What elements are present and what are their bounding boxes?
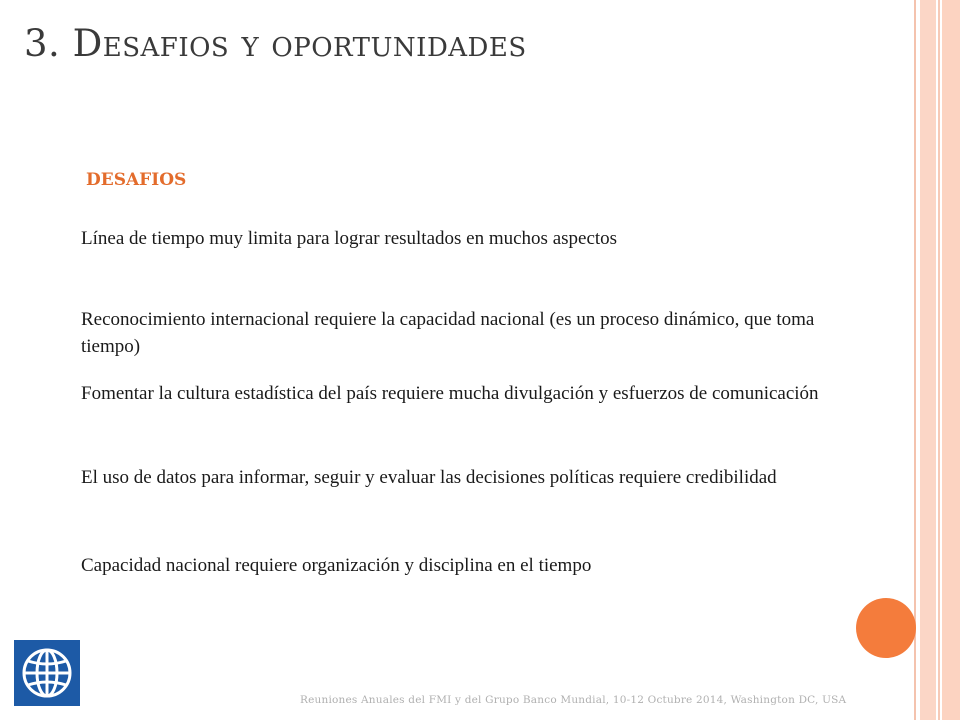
stripe [920,0,936,720]
challenge-item: Reconocimiento internacional requiere la capacidad nacional (es un proceso dinámico, que toma tiempo) [81,309,815,357]
challenge-item: Fomentar la cultura estadística del país requiere mucha divulgación y esfuerzos de comunicación [81,383,819,404]
decorative-stripes [914,0,960,720]
challenge-item: Línea de tiempo muy limita para lograr resultados en muchos aspectos [81,228,618,249]
footer-text: Reuniones Anuales del FMI y del Grupo Banco Mundial, 10-12 Octubre 2014, Washington DC, USA [300,694,847,706]
world-bank-logo-icon [14,640,80,706]
challenge-item: Capacidad nacional requiere organización y disciplina en el tiempo [81,555,592,576]
section-label: DESAFIOS [86,170,187,190]
orange-circle-decoration [856,598,916,658]
stripe [914,0,916,720]
challenge-item: El uso de datos para informar, seguir y evaluar las decisiones políticas requiere credibilidad [81,467,777,488]
stripe [938,0,940,720]
slide-title: 3. Desafios y oportunidades [24,22,527,65]
stripe [942,0,960,720]
